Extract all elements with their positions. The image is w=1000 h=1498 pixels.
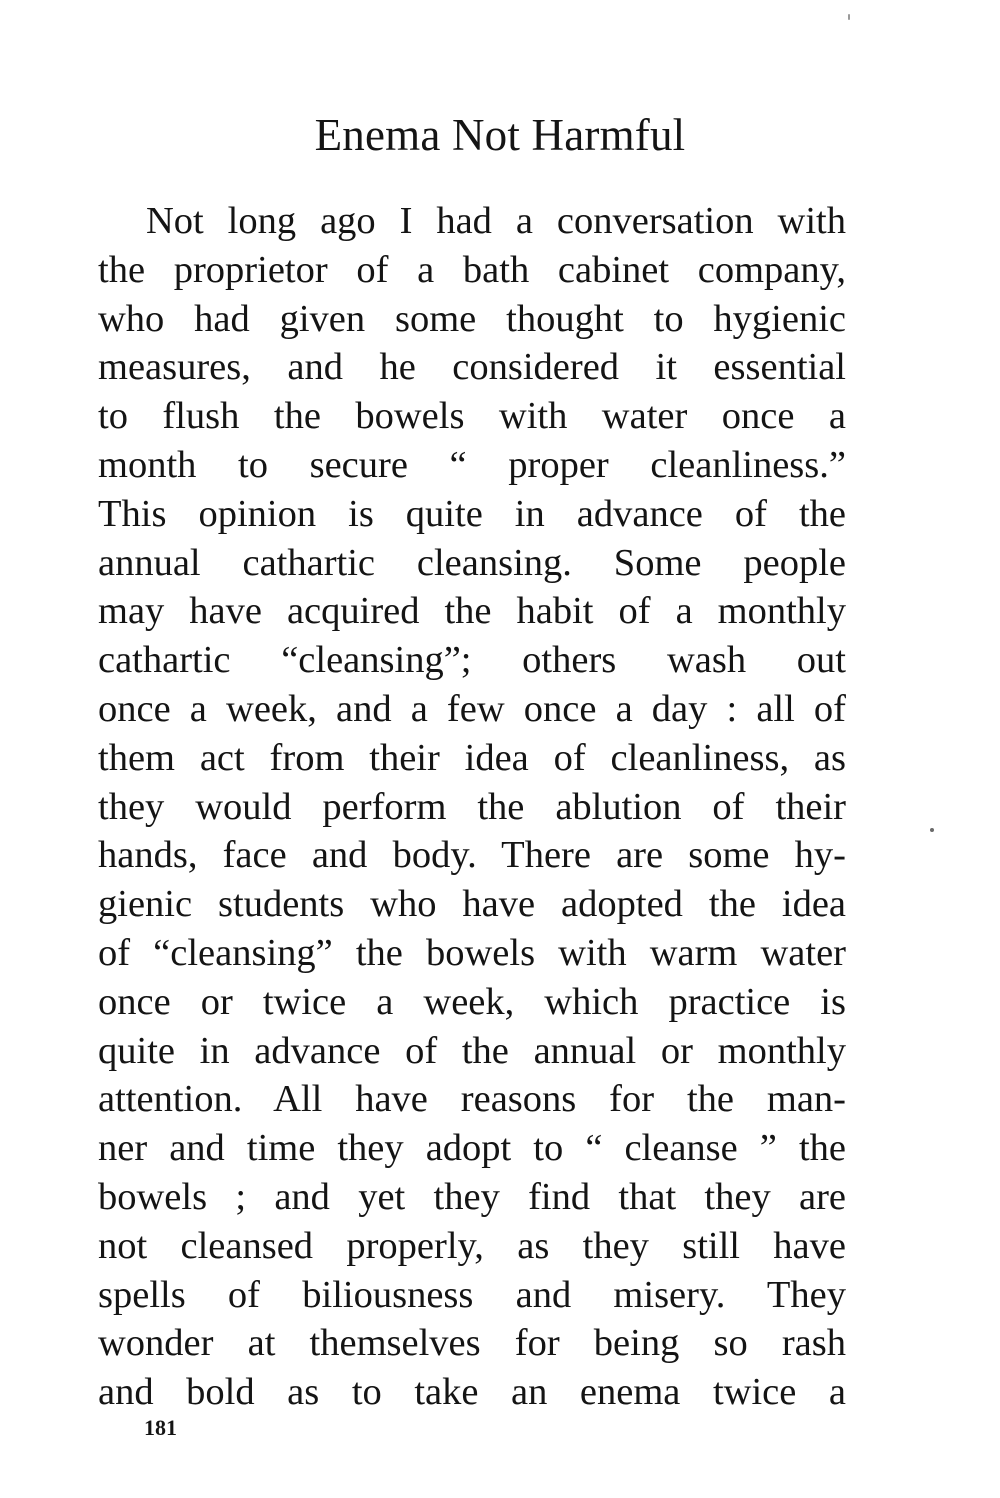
text-line: them act from their idea of cleanliness, as	[98, 736, 846, 779]
text-line: annual cathartic cleansing. Some people	[98, 541, 846, 584]
page-number: 181	[144, 1415, 177, 1440]
text-line: spells of biliousness and misery. They	[98, 1273, 846, 1316]
text-line: cathartic “cleansing”; others wash out	[98, 639, 846, 682]
text-line: This opinion is quite in advance of the	[98, 492, 846, 535]
text-line: wonder at themselves for being so rash	[98, 1322, 846, 1365]
text-line: once a week, and a few once a day : all of	[98, 687, 846, 730]
text-line: month to secure “ proper cleanliness.”	[98, 443, 846, 486]
page-title: Enema Not Harmful	[314, 110, 686, 160]
text-line: attention. All have reasons for the man-	[98, 1078, 846, 1121]
text-line: they would perform the ablution of their	[98, 785, 846, 828]
scan-speck	[930, 828, 934, 832]
text-line: quite in advance of the annual or monthly	[98, 1029, 846, 1072]
text-line: ner and time they adopt to “ cleanse ” the	[98, 1127, 846, 1170]
text-line: not cleansed properly, as they still have	[98, 1224, 846, 1267]
text-line: of “cleansing” the bowels with warm water	[98, 931, 846, 974]
text-line: and bold as to take an enema twice a	[98, 1371, 846, 1414]
text-line: Not long ago I had a conversation with	[146, 200, 846, 242]
text-line: hands, face and body. There are some hy-	[98, 834, 846, 877]
text-line: may have acquired the habit of a monthly	[98, 590, 846, 633]
text-line: gienic students who have adopted the idea	[98, 883, 846, 926]
text-line: once or twice a week, which practice is	[98, 980, 846, 1023]
scan-speck	[848, 14, 850, 20]
body-paragraph	[98, 197, 846, 1417]
text-line: who had given some thought to hygienic	[98, 297, 846, 340]
text-line: measures, and he considered it essential	[98, 346, 846, 389]
text-line: to flush the bowels with water once a	[98, 395, 846, 438]
text-line: the proprietor of a bath cabinet company,	[98, 248, 846, 291]
text-line: bowels ; and yet they find that they are	[98, 1175, 846, 1218]
